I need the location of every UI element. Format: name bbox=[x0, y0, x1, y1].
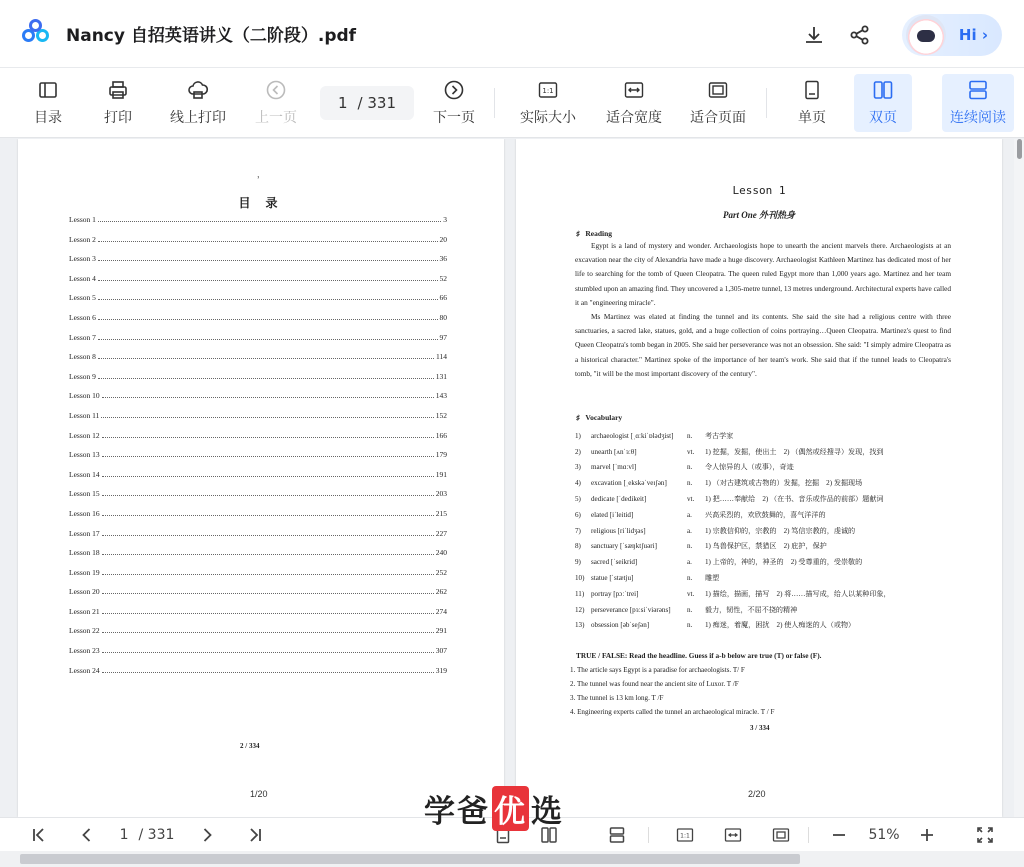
vocab-number: 6) bbox=[575, 510, 581, 519]
assistant-label: Hi bbox=[958, 26, 977, 44]
vocab-meaning: 1) 鸟兽保护区，禁猎区 2) 庇护，保护 bbox=[705, 542, 827, 551]
continuous-view-button[interactable] bbox=[606, 823, 628, 847]
title-bar bbox=[0, 0, 1024, 68]
single-page-button[interactable] bbox=[784, 74, 840, 132]
toc-entry bbox=[69, 548, 447, 568]
toc-entry-label: Lesson 20 bbox=[69, 587, 100, 597]
vocab-pos: vt. bbox=[687, 447, 695, 456]
next-page-button[interactable] bbox=[428, 74, 480, 132]
lesson-title: Lesson 1 bbox=[732, 184, 786, 197]
actual-size-icon bbox=[537, 79, 559, 101]
toc-entry-label: Lesson 17 bbox=[69, 528, 100, 538]
vocab-pos: a. bbox=[687, 558, 692, 567]
toc-entry-page: 240 bbox=[435, 548, 447, 558]
vocab-word: obsession [əbˈseʃən] bbox=[591, 621, 650, 630]
vocabulary-item bbox=[575, 539, 955, 555]
toc-entry-page: 3 bbox=[443, 215, 447, 224]
vocabulary-item bbox=[575, 523, 955, 539]
toc-entry-label: Lesson 10 bbox=[69, 391, 100, 401]
print-button[interactable] bbox=[92, 74, 144, 132]
toc-entry bbox=[69, 293, 447, 313]
toc-entry-page: 179 bbox=[435, 450, 447, 460]
toc-entry-label: Lesson 1 bbox=[69, 215, 96, 224]
toc-entry-page: 262 bbox=[435, 587, 447, 597]
toc-entry-label: Lesson 23 bbox=[69, 646, 100, 656]
fullscreen-button[interactable] bbox=[974, 823, 996, 847]
vocab-meaning: 1) （对古建筑或古物的）发掘，挖掘 2) 发掘现场 bbox=[705, 479, 863, 488]
toc-entry-page: 291 bbox=[435, 626, 447, 636]
page-mark: ， bbox=[257, 170, 265, 179]
toc-entry-page: 227 bbox=[435, 528, 447, 538]
vocabulary-item bbox=[575, 554, 955, 570]
zoom-out-button[interactable] bbox=[828, 823, 850, 847]
toc-leader-dots bbox=[102, 476, 434, 477]
vocab-number: 2) bbox=[575, 447, 581, 456]
true-false-heading: TRUE / FALSE: Read the headline. Guess if a-b below are true (T) or false (F). bbox=[576, 651, 822, 660]
prev-circle-icon bbox=[265, 79, 287, 101]
vocab-number: 1) bbox=[575, 431, 581, 440]
toc-leader-dots bbox=[98, 260, 438, 261]
next-page-bottom-button[interactable] bbox=[196, 823, 218, 847]
toc-leader-dots bbox=[102, 652, 434, 653]
vocab-word: unearth [ʌnˈɜːθ] bbox=[591, 447, 637, 456]
toc-entry bbox=[69, 431, 447, 451]
toc-entry-label: Lesson 24 bbox=[69, 665, 100, 675]
toc-entry bbox=[69, 352, 447, 372]
part-title: Part One 外刊热身 bbox=[722, 210, 795, 220]
last-page-icon bbox=[246, 826, 264, 844]
toc-entry bbox=[69, 372, 447, 392]
toc-leader-dots bbox=[102, 574, 434, 575]
vocabulary-item bbox=[575, 570, 955, 586]
pdf-page-right bbox=[516, 139, 1002, 817]
toc-list bbox=[69, 215, 447, 685]
vocab-meaning: 考古学家 bbox=[705, 431, 734, 440]
chevron-right-icon: › bbox=[976, 26, 988, 44]
page-number-input[interactable] bbox=[320, 86, 414, 120]
vocab-meaning: 雕塑 bbox=[705, 574, 720, 583]
download-icon[interactable] bbox=[794, 15, 834, 55]
share-icon[interactable] bbox=[840, 15, 880, 55]
toc-entry-label: Lesson 8 bbox=[69, 352, 96, 362]
actual-size-icon bbox=[676, 826, 694, 844]
true-false-item: 2. The tunnel was found near the ancient site of Luxor. T /F bbox=[570, 680, 739, 688]
printed-page-number: 2 / 334 bbox=[240, 742, 260, 750]
true-false-item: 4. Engineering experts called the tunnel an archaeological miracle. T / F bbox=[570, 708, 775, 716]
toc-entry bbox=[69, 646, 447, 666]
vocab-pos: n. bbox=[687, 431, 693, 440]
toc-button[interactable] bbox=[22, 74, 74, 132]
actual-size-label: 实际大小 bbox=[520, 110, 576, 126]
first-page-button[interactable] bbox=[28, 823, 50, 847]
svg-text:1:1: 1:1 bbox=[680, 832, 690, 840]
vocab-word: archaeologist [ˌɑːkiˈɒlədʒist] bbox=[591, 431, 674, 440]
toc-entry-page: 66 bbox=[439, 293, 447, 303]
vocabulary-item bbox=[575, 460, 955, 476]
fit-page-bottom-button[interactable] bbox=[770, 823, 792, 847]
vocab-number: 11) bbox=[575, 589, 585, 598]
watermark-text-highlight: 优 bbox=[492, 786, 529, 831]
toc-entry-page: 307 bbox=[435, 646, 447, 656]
double-page-button[interactable] bbox=[854, 74, 912, 132]
toc-entry-page: 191 bbox=[435, 469, 447, 479]
toc-entry-label: Lesson 2 bbox=[69, 234, 96, 244]
vocab-number: 8) bbox=[575, 542, 581, 551]
toc-leader-dots bbox=[101, 417, 433, 418]
toc-entry bbox=[69, 450, 447, 470]
bullet-icon: ♯ bbox=[576, 229, 586, 238]
bottom-divider bbox=[808, 827, 809, 843]
brand-watermark bbox=[424, 786, 564, 831]
vocab-number: 12) bbox=[575, 605, 585, 614]
toc-entry bbox=[69, 411, 447, 431]
vocab-meaning: 毅力，韧性，不屈不挠的精神 bbox=[705, 605, 798, 614]
vocab-pos: a. bbox=[687, 526, 692, 535]
fit-width-icon bbox=[623, 79, 645, 101]
toc-entry-page: 36 bbox=[439, 254, 447, 264]
vocab-pos: a. bbox=[687, 510, 692, 519]
vocab-word: dedicate [ˈdedikeit] bbox=[591, 495, 647, 504]
toc-leader-dots bbox=[102, 535, 434, 536]
vocab-word: portray [pɔːˈtrei] bbox=[591, 589, 639, 598]
vocab-pos: n. bbox=[687, 463, 693, 472]
reading-heading bbox=[576, 229, 612, 238]
bottom-page-total: / 331 bbox=[138, 827, 175, 843]
vocab-pos: n. bbox=[687, 605, 693, 614]
zoom-level[interactable]: 51% bbox=[868, 827, 900, 843]
toc-entry-label: Lesson 19 bbox=[69, 567, 100, 577]
bottom-divider bbox=[648, 827, 649, 843]
toc-leader-dots bbox=[102, 397, 434, 398]
toc-leader-dots bbox=[102, 613, 434, 614]
online-print-button[interactable] bbox=[164, 74, 232, 132]
toc-leader-dots bbox=[102, 515, 434, 516]
viewer-page-number: 2/20 bbox=[748, 789, 766, 799]
svg-text:1:1: 1:1 bbox=[542, 87, 554, 95]
continuous-reading-button[interactable] bbox=[942, 74, 1014, 132]
toc-entry-page: 274 bbox=[435, 606, 447, 616]
toc-entry bbox=[69, 391, 447, 411]
toc-leader-dots bbox=[98, 299, 438, 300]
fullscreen-icon bbox=[976, 826, 994, 844]
toc-entry bbox=[69, 568, 447, 588]
printed-page-number: 3 / 334 bbox=[750, 724, 770, 732]
vocabulary-item bbox=[575, 586, 955, 602]
toc-leader-dots bbox=[98, 319, 438, 320]
toolbar-divider bbox=[494, 88, 495, 118]
page-total: / 331 bbox=[357, 94, 396, 112]
toc-leader-dots bbox=[98, 339, 438, 340]
plus-icon bbox=[918, 826, 936, 844]
vocab-word: statue [ˈstætju] bbox=[591, 574, 634, 583]
true-false-item: 1. The article says Egypt is a paradise for archaeologists. T/ F bbox=[570, 666, 745, 674]
vocabulary-list bbox=[575, 428, 955, 633]
toc-entry-page: 97 bbox=[439, 332, 447, 342]
vocabulary-item bbox=[575, 491, 955, 507]
toc-leader-dots bbox=[98, 378, 434, 379]
continuous-scroll-icon bbox=[967, 79, 989, 101]
toc-entry bbox=[69, 254, 447, 274]
vocab-word: sacred [ˈseikrid] bbox=[591, 558, 638, 567]
toc-entry-page: 215 bbox=[435, 508, 447, 518]
continuous-scroll-icon bbox=[608, 826, 626, 844]
fit-width-label: 适合宽度 bbox=[606, 110, 662, 126]
toc-leader-dots bbox=[98, 241, 438, 242]
reading-heading-text: Reading bbox=[585, 229, 613, 238]
vocab-number: 3) bbox=[575, 463, 581, 472]
document-viewport[interactable] bbox=[0, 139, 1014, 817]
vocab-number: 10) bbox=[575, 574, 585, 583]
toc-entry-label: Lesson 13 bbox=[69, 450, 100, 460]
toc-entry-label: Lesson 5 bbox=[69, 293, 96, 303]
toc-title: 目 录 bbox=[238, 196, 284, 210]
prev-page-label: 上一页 bbox=[255, 110, 297, 126]
toc-entry-page: 143 bbox=[435, 391, 447, 401]
toc-entry-page: 52 bbox=[439, 273, 447, 283]
watermark-text-c: 选 bbox=[531, 794, 564, 830]
vocabulary-item bbox=[575, 618, 955, 634]
toc-entry bbox=[69, 626, 447, 646]
vocab-pos: vt. bbox=[687, 589, 695, 598]
reading-paragraph-2: Ms Martinez was elated at finding the tunnel and its contents. She said the site had a religious centre with three sanctuaries, a sacred lake, statues, gold, and a huge collection of coins portraying…Queen Cleopatra. Martinez's quest to find Queen Cleopatra's tomb began in 2005. She said her perseverance was not an obsession. She said: "I simply admire Cleopatra as a historical character." Martinez spoke of the importance of her team's work. She said that if the tunnel leads to Cleopatra's tomb, "it will be the most important discovery of the century". bbox=[575, 312, 951, 378]
toc-entry-label: Lesson 9 bbox=[69, 371, 96, 381]
single-page-label: 单页 bbox=[798, 110, 826, 126]
toc-entry-page: 252 bbox=[435, 567, 447, 577]
toc-entry bbox=[69, 666, 447, 686]
toc-leader-dots bbox=[102, 593, 434, 594]
toc-entry-label: Lesson 6 bbox=[69, 312, 96, 322]
toc-entry-page: 203 bbox=[435, 489, 447, 499]
vocab-word: religious [riˈlidʒəs] bbox=[591, 526, 646, 535]
toc-leader-dots bbox=[102, 632, 434, 633]
reading-paragraph-1: Egypt is a land of mystery and wonder. Archaeologists hope to unearth the ancient marvels there. Archaeologists at an excavation near the city of Alexandria have made a huge discovery. Archaeologist Kathleen Martinez has dedicated most of her life to searching for the tomb of Queen Cleopatra. The queen ruled Egypt more than 1,000 years ago. Martinez and her team stumbled upon an amazing find. They uncovered a 1,305-metre tunnel, 13 metres underground. Architectural experts have called it an "engineering miracle". bbox=[575, 241, 951, 307]
page-current: 1 bbox=[338, 94, 348, 112]
toc-entry bbox=[69, 489, 447, 509]
toc-entry-page: 114 bbox=[436, 352, 447, 362]
toc-entry bbox=[69, 587, 447, 607]
continuous-reading-label: 连续阅读 bbox=[950, 110, 1006, 126]
toc-leader-dots bbox=[98, 280, 438, 281]
last-page-button[interactable] bbox=[244, 823, 266, 847]
toc-leader-dots bbox=[98, 221, 441, 222]
toolbar-divider bbox=[766, 88, 767, 118]
double-page-icon bbox=[872, 79, 894, 101]
viewer-page-number: 1/20 bbox=[250, 789, 268, 799]
toc-entry-label: Lesson 14 bbox=[69, 469, 100, 479]
toc-entry-label: Lesson 22 bbox=[69, 626, 100, 636]
toc-entry bbox=[69, 529, 447, 549]
fit-page-icon bbox=[707, 79, 729, 101]
vocab-pos: n. bbox=[687, 621, 693, 630]
toc-entry-page: 80 bbox=[439, 312, 447, 322]
toc-entry-page: 131 bbox=[435, 371, 447, 381]
toc-entry-page: 166 bbox=[435, 430, 447, 440]
toc-leader-dots bbox=[98, 358, 434, 359]
vocab-pos: n. bbox=[687, 479, 693, 488]
bottom-page-current: 1 bbox=[119, 827, 129, 843]
first-page-icon bbox=[30, 826, 48, 844]
horizontal-scrollbar[interactable] bbox=[0, 851, 1024, 867]
fit-width-bottom-button[interactable] bbox=[722, 823, 744, 847]
next-page-label: 下一页 bbox=[433, 110, 475, 126]
watermark-text-a: 学爸 bbox=[424, 794, 490, 830]
minus-icon bbox=[830, 826, 848, 844]
toc-entry bbox=[69, 470, 447, 490]
vocab-meaning: 1) 上帝的，神的，神圣的 2) 受尊重的，受崇敬的 bbox=[705, 558, 863, 567]
toc-entry-label: Lesson 12 bbox=[69, 430, 100, 440]
zoom-in-button[interactable] bbox=[916, 823, 938, 847]
fit-page-label: 适合页面 bbox=[690, 110, 746, 126]
cloud-print-icon bbox=[187, 79, 209, 101]
vocab-word: excavation [ˌekskəˈveɪʃən] bbox=[591, 479, 667, 488]
vocab-pos: n. bbox=[687, 542, 693, 551]
fit-page-icon bbox=[772, 826, 790, 844]
vocab-word: elated [iˈleitid] bbox=[591, 510, 634, 519]
vocab-word: marvel [ˈmɑːvl] bbox=[591, 463, 637, 472]
vocab-meaning: 1) 宗教信仰的，宗教的 2) 笃信宗教的，虔诚的 bbox=[705, 526, 856, 535]
chevron-left-icon bbox=[78, 826, 96, 844]
vocab-meaning: 1) 挖掘，发掘，使出土 2) （偶然或经搜寻）发现，找到 bbox=[705, 447, 884, 456]
prev-page-button[interactable] bbox=[250, 74, 302, 132]
toc-leader-dots bbox=[102, 554, 434, 555]
single-page-icon bbox=[801, 79, 823, 101]
toc-entry bbox=[69, 607, 447, 627]
page-indicator[interactable] bbox=[112, 823, 182, 847]
online-print-label: 线上打印 bbox=[170, 110, 226, 126]
vocabulary-item bbox=[575, 602, 955, 618]
vocab-word: sanctuary [ˈsæŋktʃuəri] bbox=[591, 542, 657, 551]
toc-icon bbox=[37, 79, 59, 101]
toc-entry-label: Lesson 11 bbox=[69, 410, 100, 420]
toc-entry-label: Lesson 18 bbox=[69, 548, 100, 558]
true-false-item: 3. The tunnel is 13 km long. T /F bbox=[570, 694, 664, 702]
vocab-number: 7) bbox=[575, 526, 581, 535]
toc-entry bbox=[69, 274, 447, 294]
toc-entry bbox=[69, 235, 447, 255]
vocab-pos: n. bbox=[687, 574, 693, 583]
fit-page-button[interactable] bbox=[684, 74, 752, 132]
actual-size-button[interactable] bbox=[514, 74, 582, 132]
toc-leader-dots bbox=[102, 437, 434, 438]
toc-entry-label: Lesson 7 bbox=[69, 332, 96, 342]
toc-label: 目录 bbox=[34, 110, 62, 126]
toc-entry bbox=[69, 215, 447, 235]
vocab-meaning: 兴高采烈的，欢欣鼓舞的，喜气洋洋的 bbox=[705, 510, 826, 519]
vocabulary-heading bbox=[576, 413, 622, 422]
toc-entry bbox=[69, 313, 447, 333]
vocabulary-item bbox=[575, 428, 955, 444]
bullet-icon: ♯ bbox=[576, 413, 586, 422]
assistant-button[interactable] bbox=[902, 14, 1002, 56]
fit-width-button[interactable] bbox=[600, 74, 668, 132]
next-circle-icon bbox=[443, 79, 465, 101]
toc-leader-dots bbox=[102, 456, 434, 457]
vertical-scrollbar[interactable] bbox=[1014, 139, 1024, 817]
print-label: 打印 bbox=[104, 110, 132, 126]
vocab-meaning: 1) 描绘，描画，描写 2) 将……描写成，给人以某种印象， bbox=[705, 589, 891, 598]
prev-page-bottom-button[interactable] bbox=[76, 823, 98, 847]
vocab-number: 9) bbox=[575, 558, 581, 567]
printer-icon bbox=[107, 79, 129, 101]
toc-entry-label: Lesson 21 bbox=[69, 606, 100, 616]
assistant-avatar-icon bbox=[906, 15, 946, 55]
chevron-right-icon bbox=[198, 826, 216, 844]
vocabulary-item bbox=[575, 507, 955, 523]
actual-size-bottom-button[interactable] bbox=[674, 823, 696, 847]
vocab-number: 13) bbox=[575, 621, 585, 630]
toc-entry-label: Lesson 3 bbox=[69, 254, 96, 264]
true-false-section bbox=[570, 651, 950, 722]
app-logo-icon bbox=[22, 19, 52, 49]
toc-entry-page: 319 bbox=[435, 665, 447, 675]
vocabulary-item bbox=[575, 475, 955, 491]
toc-entry bbox=[69, 333, 447, 353]
document-title: Nancy 自招英语讲义（二阶段）.pdf bbox=[66, 26, 357, 46]
vocabulary-heading-text: Vocabulary bbox=[585, 413, 623, 422]
fit-width-icon bbox=[724, 826, 742, 844]
vocab-meaning: 令人惊异的人（或事），奇迹 bbox=[705, 463, 794, 472]
toc-entry-label: Lesson 16 bbox=[69, 508, 100, 518]
toc-entry-page: 20 bbox=[439, 234, 447, 244]
vocab-meaning: 1) 把……奉献给 2) （在书、音乐或作品的前部）题献词 bbox=[705, 495, 884, 504]
vocab-number: 4) bbox=[575, 479, 581, 488]
toc-entry-label: Lesson 15 bbox=[69, 489, 100, 499]
toc-entry bbox=[69, 509, 447, 529]
double-page-label: 双页 bbox=[869, 110, 897, 126]
toc-leader-dots bbox=[102, 495, 434, 496]
vocab-word: perseverance [pɜːsiˈviərəns] bbox=[591, 605, 671, 614]
toc-entry-page: 152 bbox=[435, 410, 447, 420]
vocabulary-item bbox=[575, 444, 955, 460]
vocab-meaning: 1) 痴迷，着魔，困扰 2) 使人痴迷的人（或物） bbox=[705, 621, 856, 630]
vocab-pos: vt. bbox=[687, 495, 695, 504]
horizontal-scroll-thumb[interactable] bbox=[20, 854, 800, 864]
vocab-number: 5) bbox=[575, 495, 581, 504]
toc-entry-label: Lesson 4 bbox=[69, 273, 96, 283]
pdf-page-left bbox=[18, 139, 504, 817]
toc-leader-dots bbox=[102, 672, 434, 673]
vertical-scroll-thumb[interactable] bbox=[1017, 139, 1022, 159]
